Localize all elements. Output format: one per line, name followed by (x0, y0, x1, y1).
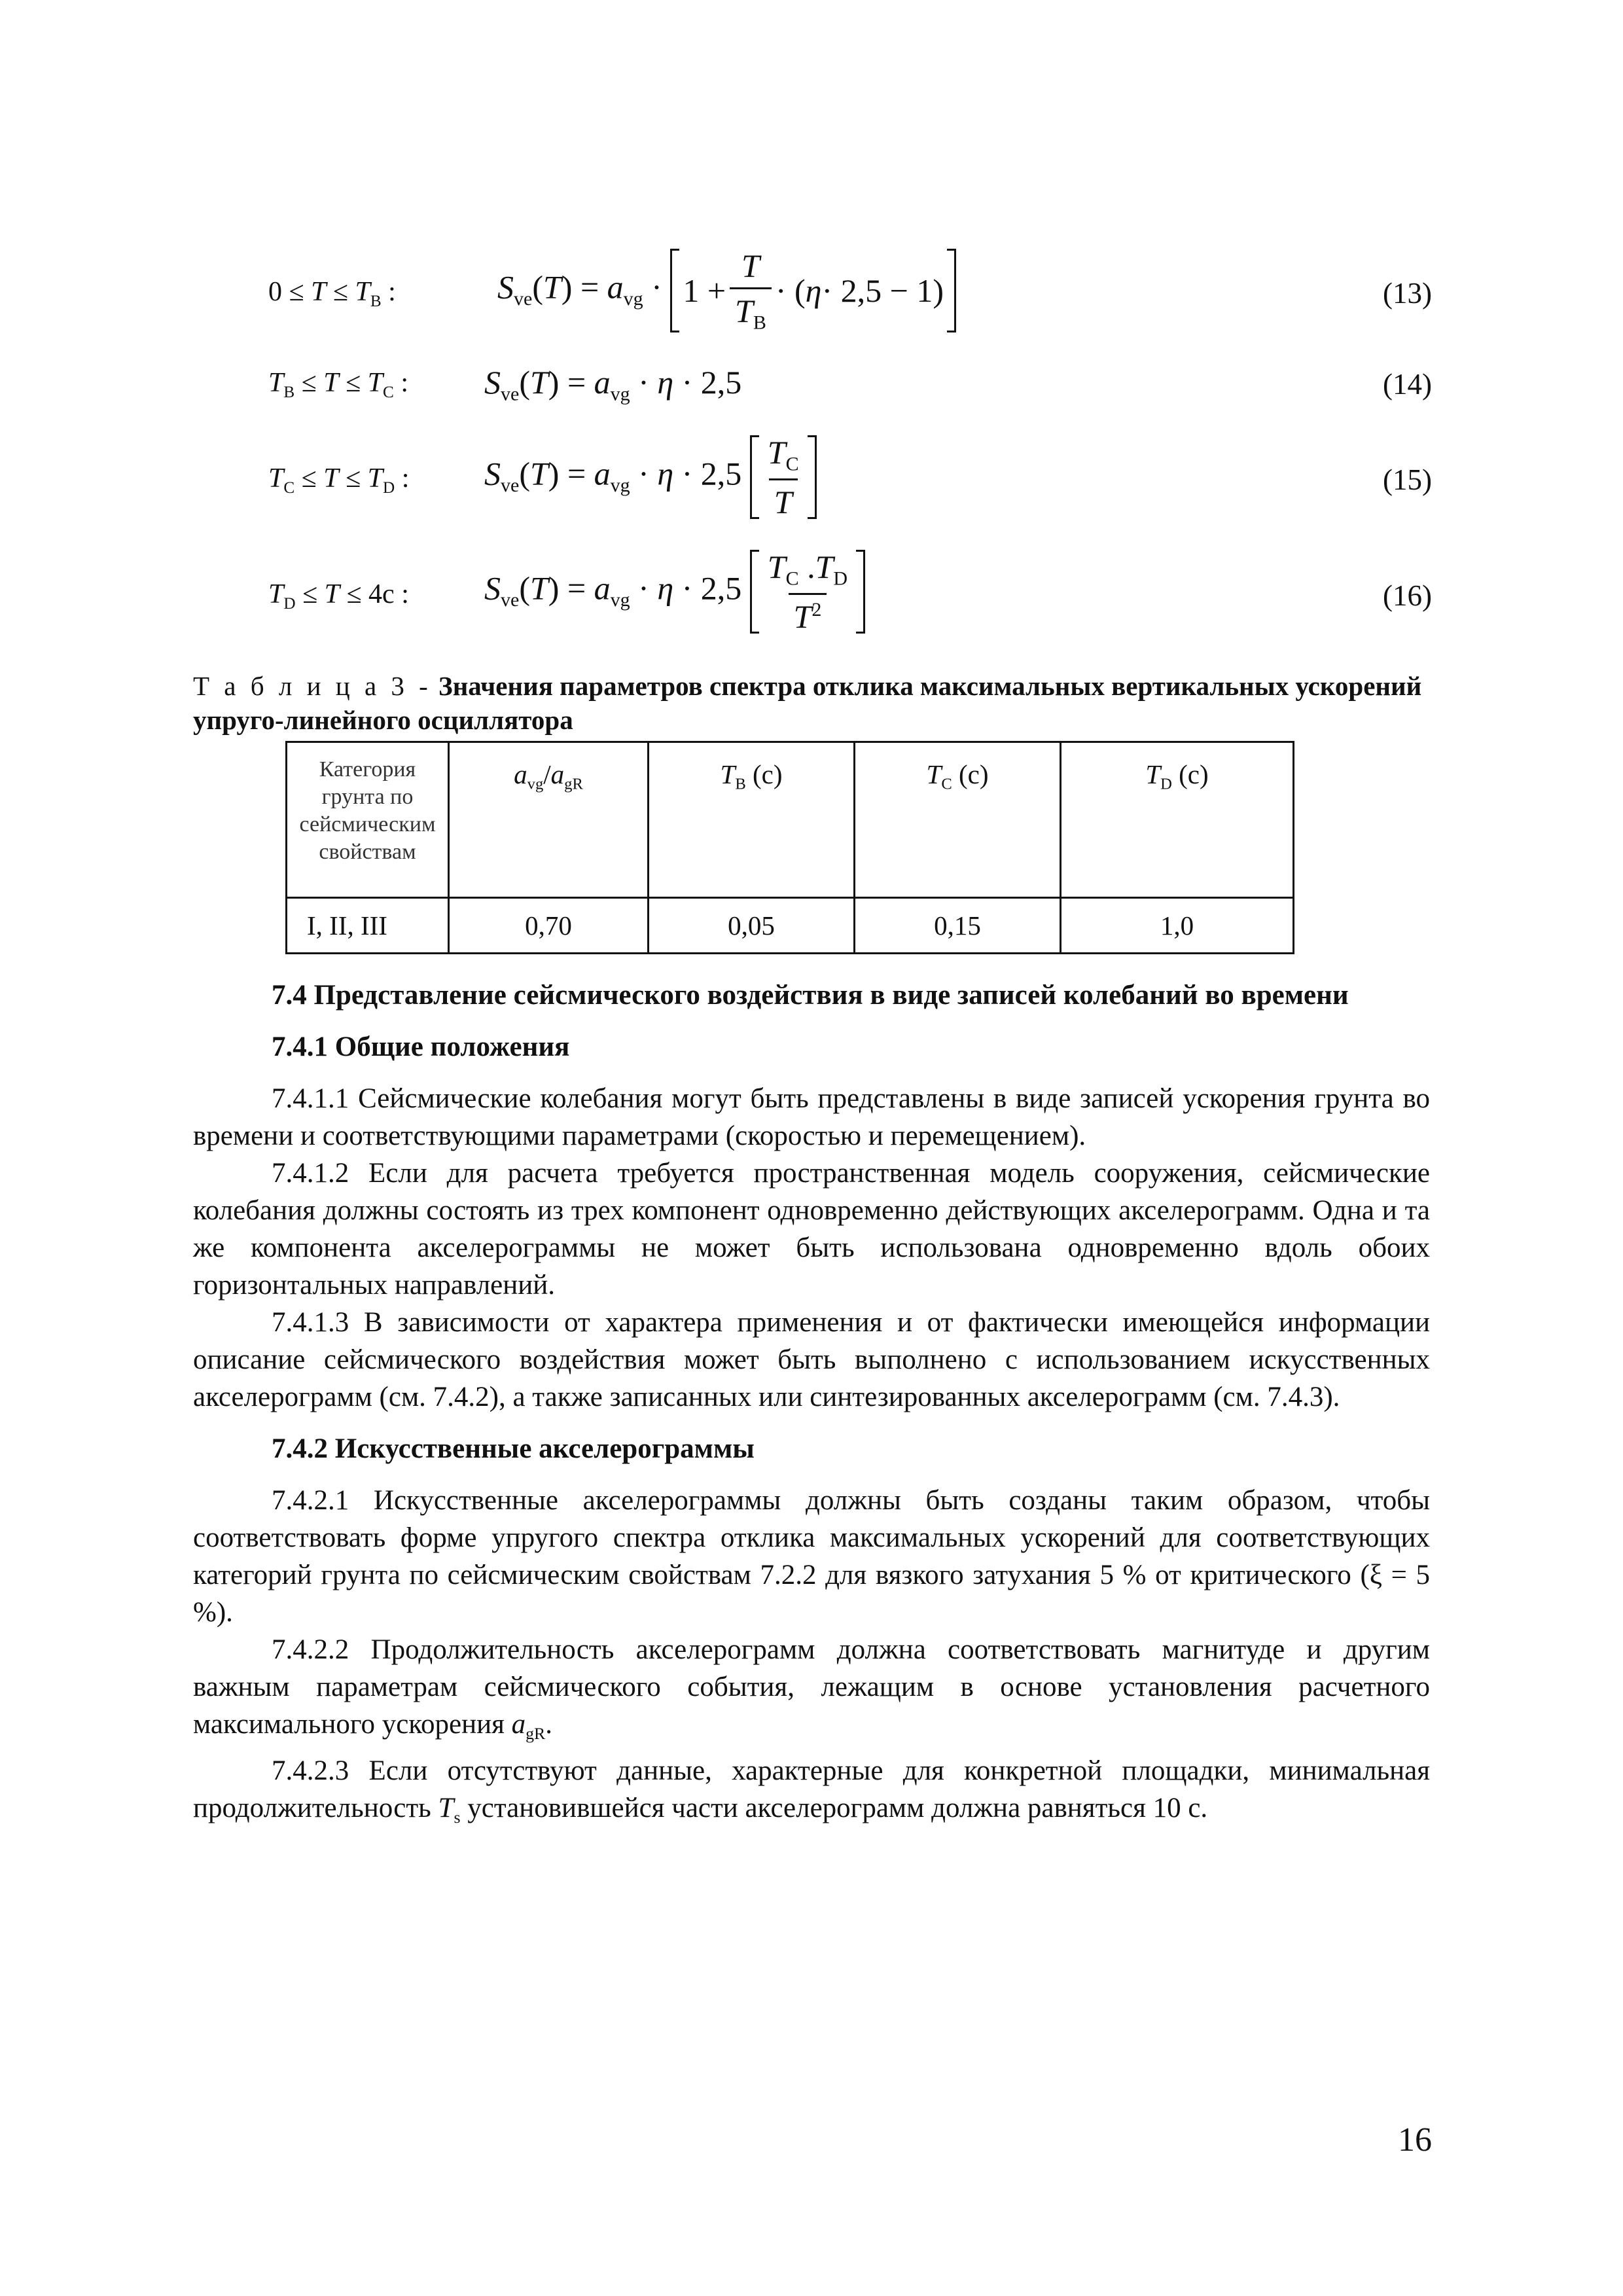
section-7-4 (193, 977, 1430, 1836)
equation-number: (16) (1383, 579, 1432, 612)
table-header-row (287, 742, 1294, 898)
formula-15 (0, 435, 1623, 527)
table-title: Значения параметров спектра отклика максимальных вертикальных ускорений упруго-линейного осциллятора (193, 671, 1422, 735)
table-label: Т а б л и ц а 3 - (193, 671, 432, 701)
subsection-heading: 7.4.2 Искусственные акселерограммы (272, 1433, 755, 1464)
equation-number: (14) (1383, 368, 1432, 401)
table-cell: 1,0 (1061, 898, 1294, 954)
subsection-heading: 7.4.1 Общие положения (272, 1031, 570, 1062)
paragraph: 7.4.1.3 В зависимости от характера применения и от фактически имеющейся информации описание сейсмического воздействия может быть выполнено с использованием искусственных акселерограмм (см. 7.4.2), а также записанных или синтезированных акселерограмм (см. 7.4.3). (193, 1307, 1430, 1412)
paragraph: 7.4.2.3 Если отсутствуют данные, характерные для конкретной площадки, минимальная продолжительность $T_s$ установившейся части акселерограмм должна равняться 10 с. (193, 1755, 1430, 1827)
column-header: $T_C$ (c) (855, 742, 1061, 898)
formula-14 (0, 363, 1623, 409)
formula-13 (0, 249, 1623, 340)
formula-expression: $S_{ve}(T) = a_{vg} \cdot \eta \cdot 2,5$ $\frac{T_C}{T}$ (484, 435, 817, 519)
page-number: 16 (1398, 2121, 1432, 2159)
formula-16 (0, 550, 1623, 641)
table-row (287, 898, 1294, 954)
equation-number: (13) (1383, 277, 1432, 310)
column-header: Категория грунта по сейсмическим свойствам (287, 742, 449, 898)
formula-condition: $T_C \le T \le T_D$ : (268, 463, 410, 497)
table-cell: I, II, III (287, 898, 449, 954)
formula-condition: $T_D \le T \le 4с$ : (268, 579, 409, 613)
spectrum-parameters-table (285, 741, 1294, 954)
paragraph: 7.4.1.1 Сейсмические колебания могут быть представлены в виде записей ускорения грунта во времени и соответствующими параметрами (скоростью и перемещением). (193, 1083, 1430, 1151)
paragraph: 7.4.1.2 Если для расчета требуется пространственная модель сооружения, сейсмические колебания должны состоять из трех компонент одновременно действующих акселерограмм. Одна и та же компонента акселерограммы не может быть использована одновременно вдоль обоих горизонтальных направлений. (193, 1158, 1430, 1300)
formula-condition: $T_B \le T \le T_C$ : (268, 368, 408, 401)
table-cell: 0,05 (649, 898, 855, 954)
column-header: $T_D$ (c) (1061, 742, 1294, 898)
table-cell: 0,70 (449, 898, 649, 954)
paragraph: 7.4.2.2 Продолжительность акселерограмм должна соответствовать магнитуде и другим важным параметрам сейсмического события, лежащим в основе установления расчетного максимального ускорения $a_{gR}$. (193, 1634, 1430, 1744)
formula-expression: $S_{ve}(T) = a_{vg} \cdot \eta \cdot 2,5$ $\frac{T_C .T_D}{T^2}$ (484, 550, 865, 634)
paragraph: 7.4.2.1 Искусственные акселерограммы должны быть созданы таким образом, чтобы соответствовать форме упругого спектра отклика максимальных ускорений для соответствующих категорий грунта по сейсмическим свойствам 7.2.2 для вязкого затухания 5 % от критического (ξ = 5 %). (193, 1485, 1430, 1628)
section-heading: 7.4 Представление сейсмического воздействия в виде записей колебаний во времени (272, 980, 1349, 1011)
table-caption (193, 669, 1436, 737)
column-header: $a_{vg}/a_{gR}$ (449, 742, 649, 898)
table-cell: 0,15 (855, 898, 1061, 954)
formula-expression: $S_{ve}(T) = a_{vg} \cdot \eta \cdot 2,5$ (484, 364, 742, 405)
column-header: $T_B$ (c) (649, 742, 855, 898)
formula-expression: $S_{ve}(T) = a_{vg}$ · 1 + $\frac{T}{T_B}$ · ( η · 2,5 − 1) (497, 249, 956, 332)
equation-number: (15) (1383, 463, 1432, 496)
formula-condition: $0 \le T \le T_B$ : (268, 277, 396, 310)
